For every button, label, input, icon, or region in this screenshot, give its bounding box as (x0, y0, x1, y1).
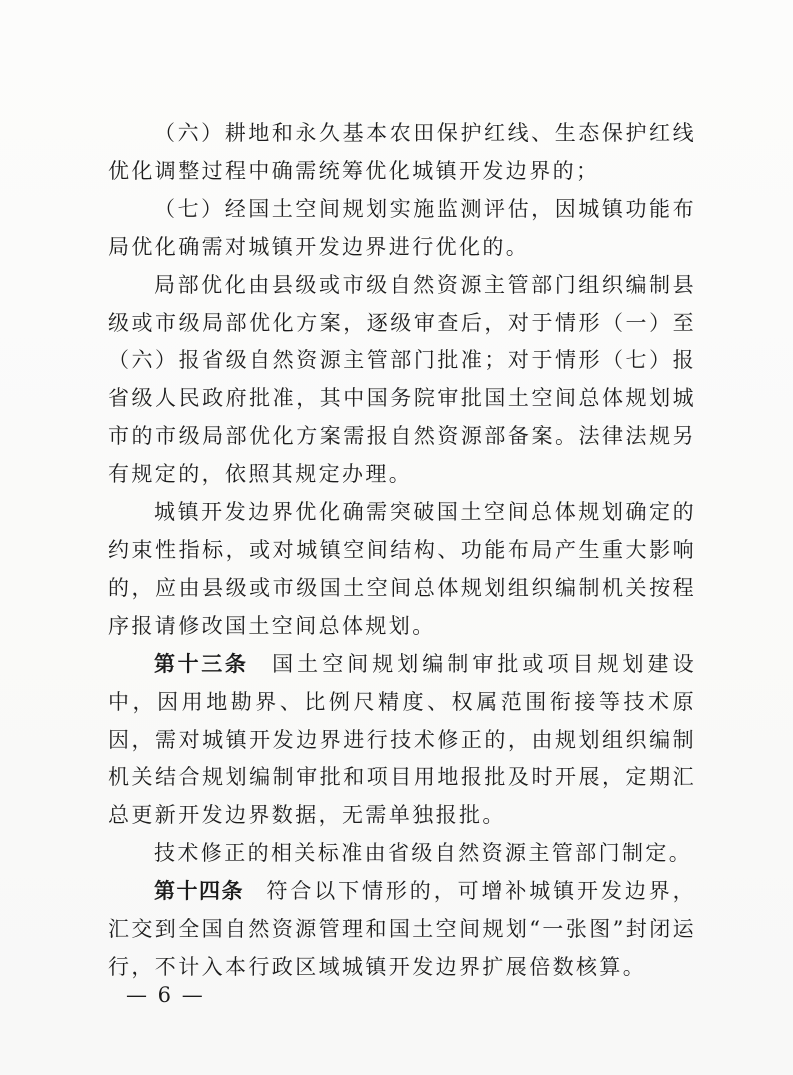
document-body (108, 115, 696, 987)
article-14-heading: 第十四条 (154, 879, 244, 904)
page-number: — 6 — (126, 983, 205, 1007)
paragraph-text: 城镇开发边界优化确需突破国土空间总体规划确定的约束性指标，或对城镇空间结构、功能布局产生重大影响的，应由县级或市级国土空间总体规划组织编制机关按程序报请修改国土空间总体规划。 (108, 500, 696, 638)
paragraph-boundary-breakthrough (108, 494, 696, 646)
paragraph-text: 符合以下情形的，可增补城镇开发边界，汇交到全国自然资源管理和国土空间规划“一张图”封闭运行，不计入本行政区域城镇开发边界扩展倍数核算。 (108, 879, 697, 979)
paragraph-item-6 (108, 115, 696, 191)
paragraph-technical-standard (108, 835, 696, 873)
paragraph-text: （七）经国土空间规划实施监测评估，因城镇功能布局优化确需对城镇开发边界进行优化的。 (108, 196, 696, 259)
article-13-paragraph (108, 646, 696, 836)
paragraph-local-optimization (108, 267, 696, 494)
paragraph-text: 技术修正的相关标准由省级自然资源主管部门制定。 (154, 841, 693, 866)
paragraph-item-7 (108, 191, 696, 267)
article-13-heading: 第十三条 (154, 651, 249, 676)
paragraph-text: 国土空间规划编制审批或项目规划建设中，因用地勘界、比例尺精度、权属范围衔接等技术原因，需对城镇开发边界进行技术修正的，由规划组织编制机关结合规划编制审批和项目用地报批及时开展，定期汇总更新开发边界数据，无需单独报批。 (108, 651, 696, 828)
article-14-paragraph (108, 873, 696, 987)
paragraph-text: 局部优化由县级或市级自然资源主管部门组织编制县级或市级局部优化方案，逐级审查后，对于情形（一）至（六）报省级自然资源主管部门批准；对于情形（七）报省级人民政府批准，其中国务院审批国土空间总体规划城市的市级局部优化方案需报自然资源部备案。法律法规另有规定的，依照其规定办理。 (108, 272, 696, 487)
paragraph-text: （六）耕地和永久基本农田保护红线、生态保护红线优化调整过程中确需统筹优化城镇开发边界的； (108, 121, 696, 183)
